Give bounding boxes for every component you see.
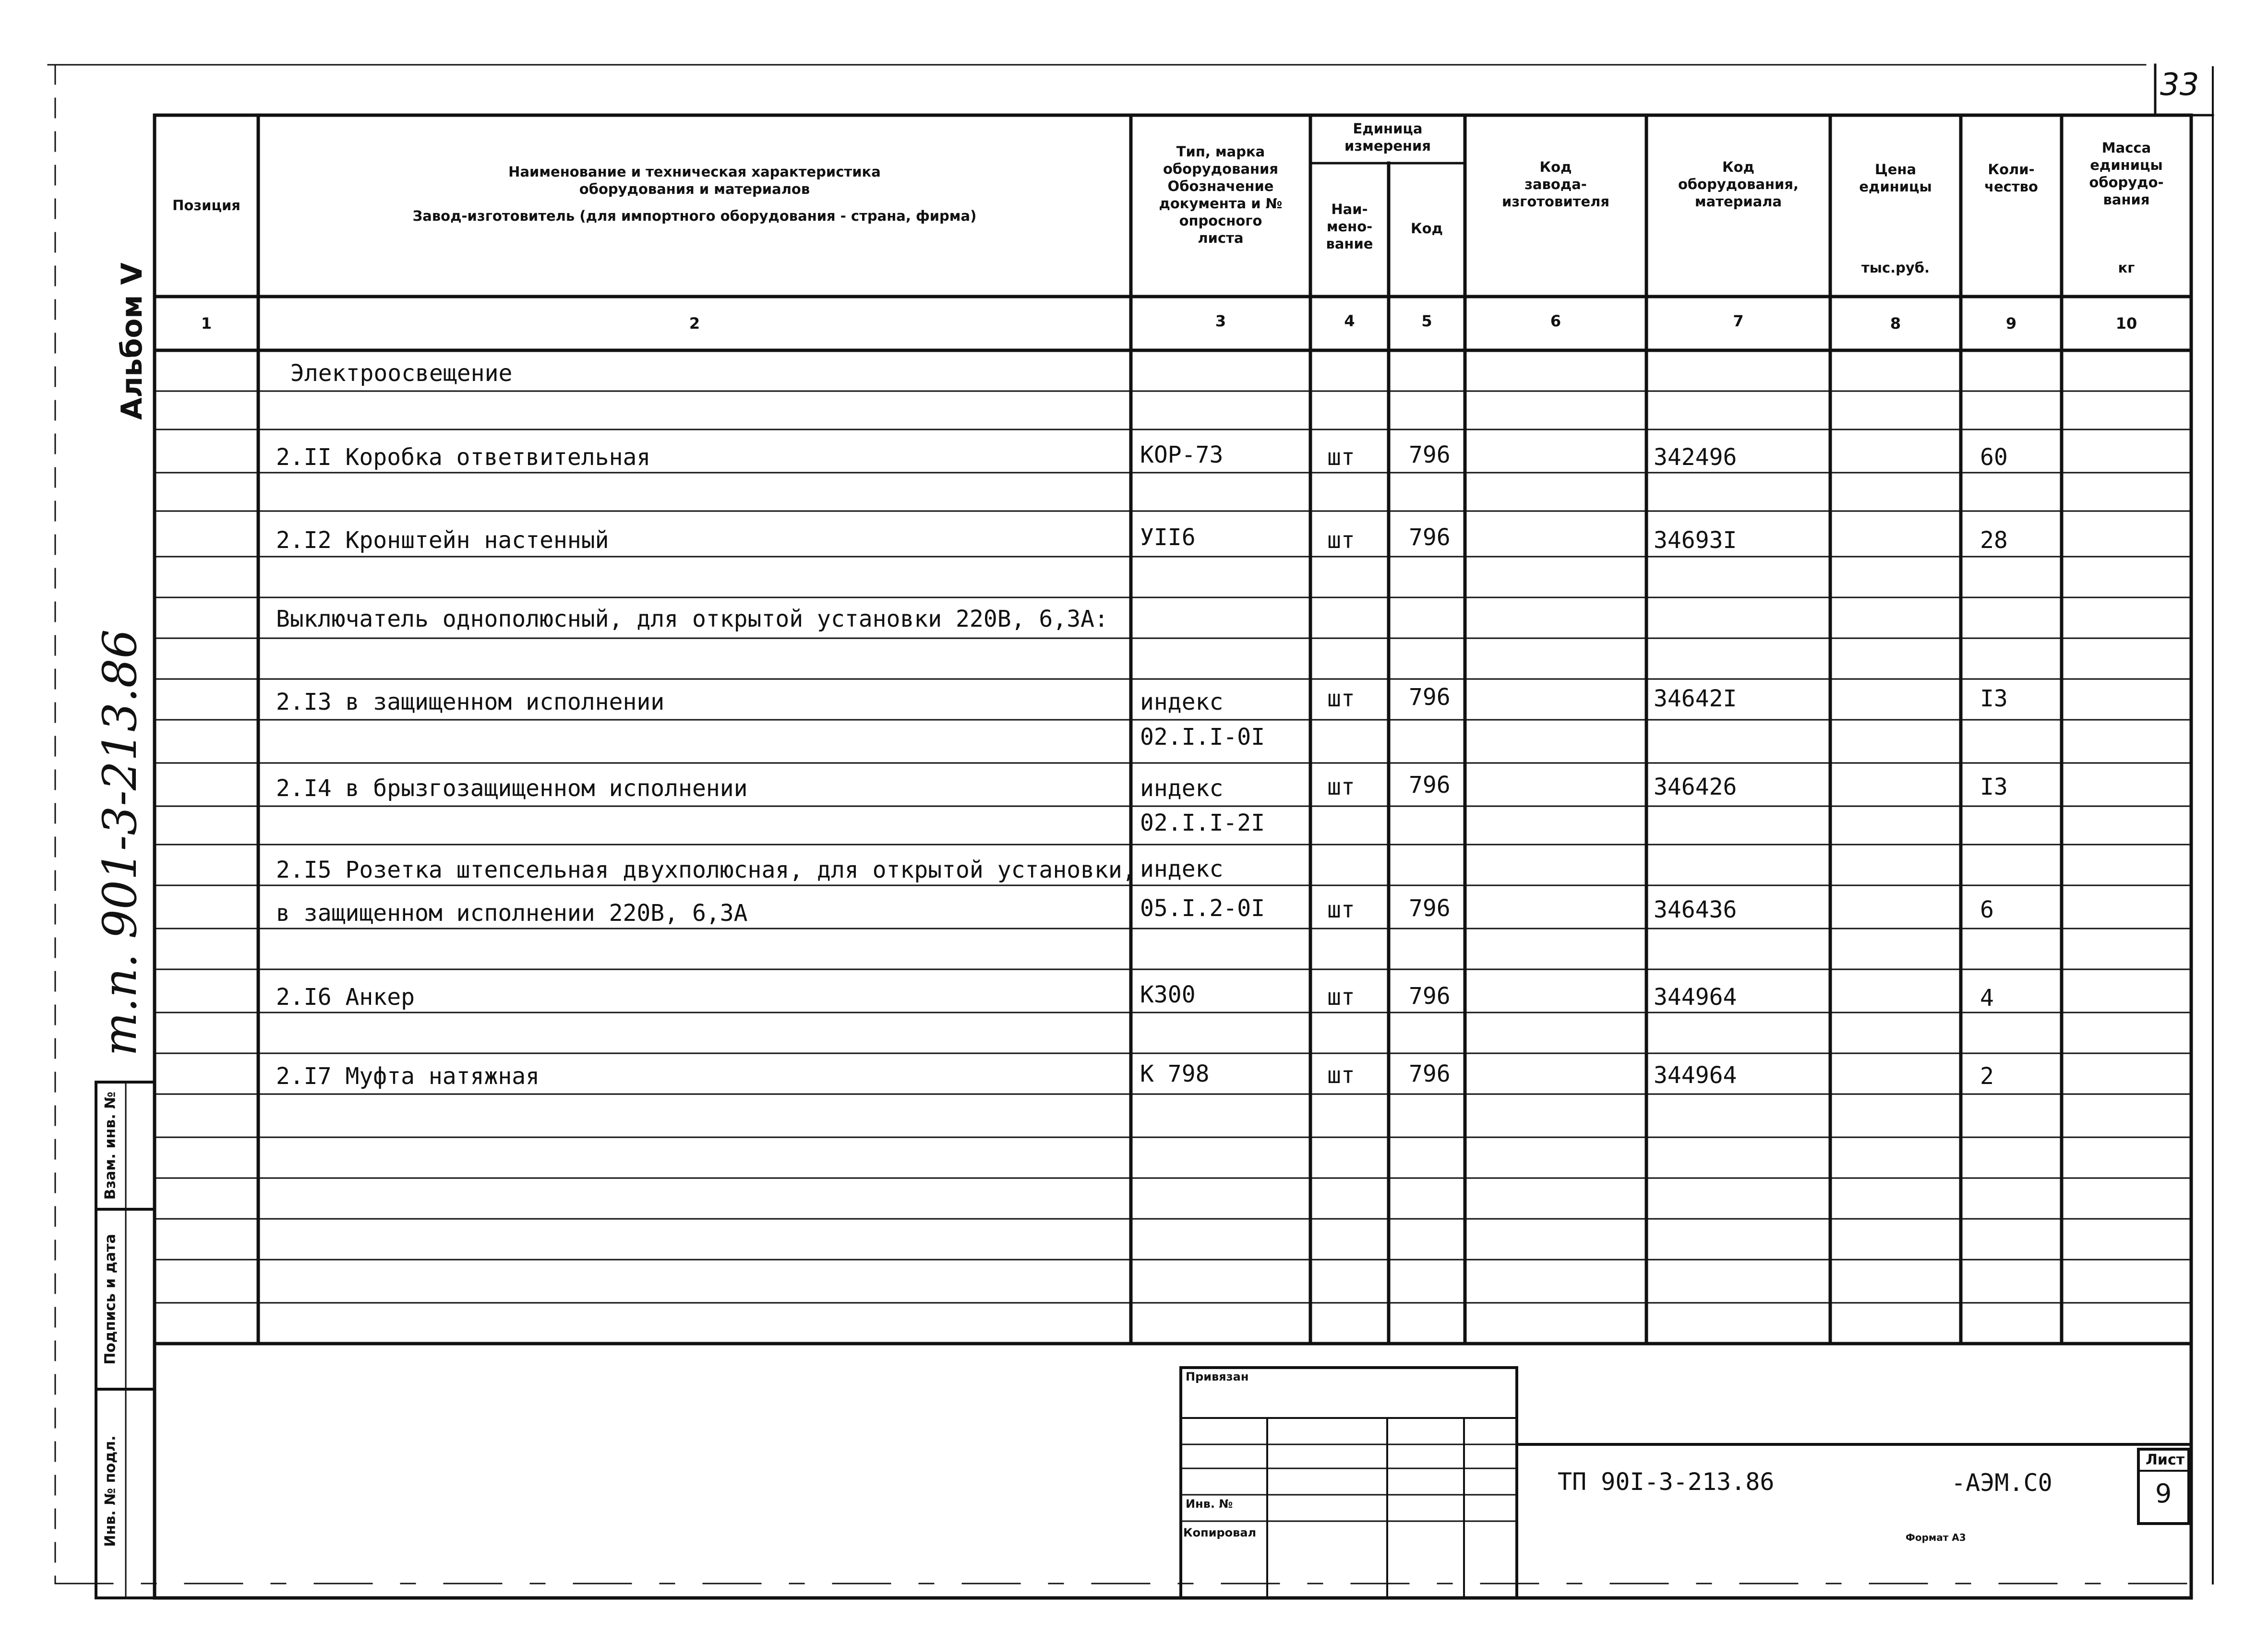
item-material-code: 346426 (1654, 774, 1737, 800)
item-unit: шт (1327, 685, 1355, 712)
group-title: Выключатель однополюсный, для открытой установки 220В, 6,3А: (276, 606, 1108, 632)
column-number: 10 (2115, 314, 2137, 333)
item-type: индекс (1140, 856, 1224, 882)
header-position: Позиция (172, 197, 240, 214)
item-quantity: I3 (1980, 774, 2008, 800)
header-price-unit: тыс.руб. (1861, 260, 1930, 276)
item-unit: шт (1327, 444, 1355, 471)
item-material-code: 344964 (1654, 1062, 1737, 1089)
item-unit: шт (1327, 984, 1355, 1011)
header-name: Наименование и техническая характеристика оборудования и материалов Завод-изготовитель (для импортного оборудования - страна, фирма) (412, 164, 977, 224)
item-quantity: 6 (1980, 896, 1994, 923)
column-number: 4 (1344, 312, 1355, 330)
item-unit-code: 796 (1409, 684, 1451, 711)
item-unit: шт (1327, 1062, 1355, 1089)
stamp-attached-label: Привязан (1186, 1370, 1249, 1383)
header-type: Тип, марка оборудования Обозначение документа и № опросного листа (1159, 143, 1283, 246)
item-type: К 798 (1140, 1060, 1210, 1087)
item-type: индекс (1140, 689, 1224, 715)
item-unit-code: 796 (1409, 524, 1451, 551)
column-number: 6 (1550, 312, 1561, 330)
item-name: 2.I3 в защищенном исполнении (276, 689, 665, 715)
project-code-handwritten: т.п. 901-3-213.86 (93, 629, 147, 1056)
header-mass-unit: кг (2118, 260, 2135, 276)
item-type-index: 02.I.I-0I (1140, 724, 1265, 751)
item-material-code: 342496 (1654, 444, 1737, 471)
item-type-index: 02.I.I-2I (1140, 810, 1265, 836)
stamp-copied-label: Копировал (1183, 1526, 1257, 1539)
column-number: 5 (1421, 312, 1432, 330)
item-quantity: 60 (1980, 444, 2008, 471)
header-unit-name: Наи- мено- вание (1326, 201, 1373, 252)
item-type-index: 05.I.2-0I (1140, 895, 1265, 922)
strip-vzam-label: Взам. инв. № (102, 1091, 119, 1200)
item-name: 2.I6 Анкер (276, 984, 415, 1011)
sheet-number: 9 (2155, 1478, 2172, 1509)
item-unit-code: 796 (1409, 895, 1451, 922)
strip-inv-podl-label: Инв. № подл. (102, 1435, 119, 1547)
item-material-code: 34642I (1654, 685, 1737, 712)
item-quantity: 28 (1980, 527, 2008, 554)
sheet-label: Лист (2146, 1452, 2185, 1468)
item-name-continued: в защищенном исполнении 220В, 6,3А (276, 900, 748, 927)
album-label: Альбом V (115, 262, 149, 420)
item-quantity: 2 (1980, 1063, 1994, 1090)
item-name: 2.I5 Розетка штепсельная двухполюсная, для открытой установки, (276, 857, 1136, 883)
item-material-code: 346436 (1654, 896, 1737, 923)
item-material-code: 34693I (1654, 527, 1737, 554)
column-number: 9 (2005, 314, 2017, 333)
item-unit-code: 796 (1409, 983, 1451, 1010)
header-mass: Масса единицы оборудо- вания (2089, 140, 2164, 208)
item-name: 2.I4 в брызгозащищенном исполнении (276, 775, 748, 802)
corner-sheet-number: 33 (2160, 67, 2199, 103)
stamp-format-label: Формат А3 (1906, 1532, 1966, 1543)
item-type: УII6 (1140, 524, 1196, 551)
header-price: Цена единицы (1859, 161, 1932, 195)
header-quantity: Коли- чество (1984, 161, 2038, 195)
item-type: К300 (1140, 981, 1196, 1008)
item-name: 2.II Коробка ответвительная (276, 444, 651, 471)
column-number: 7 (1733, 312, 1744, 330)
header-factory-code: Код завода- изготовителя (1502, 159, 1609, 210)
item-name: 2.I7 Муфта натяжная (276, 1063, 540, 1090)
section-title: Электроосвещение (290, 360, 513, 387)
document-suffix: -АЭМ.С0 (1951, 1469, 2052, 1497)
strip-podpis-label: Подпись и дата (102, 1234, 119, 1365)
header-material-code: Код оборудования, материала (1678, 159, 1799, 210)
column-number: 1 (201, 314, 212, 333)
item-type: КОР-73 (1140, 441, 1224, 468)
item-quantity: I3 (1980, 685, 2008, 712)
column-number: 3 (1215, 312, 1226, 330)
item-unit-code: 796 (1409, 441, 1451, 468)
item-unit-code: 796 (1409, 1060, 1451, 1087)
item-unit-code: 796 (1409, 772, 1451, 798)
item-quantity: 4 (1980, 985, 1994, 1012)
header-unit-code: Код (1410, 220, 1443, 237)
column-number: 2 (689, 314, 700, 333)
item-type: индекс (1140, 775, 1224, 802)
header-unit: Единица измерения (1344, 120, 1431, 154)
item-material-code: 344964 (1654, 984, 1737, 1011)
item-unit: шт (1327, 896, 1355, 923)
item-unit: шт (1327, 774, 1355, 800)
item-unit: шт (1327, 527, 1355, 554)
stamp-inv-no-label: Инв. № (1186, 1497, 1233, 1511)
item-name: 2.I2 Кронштейн настенный (276, 527, 609, 554)
document-code: ТП 90I-3-213.86 (1558, 1468, 1775, 1496)
column-number: 8 (1890, 314, 1901, 333)
